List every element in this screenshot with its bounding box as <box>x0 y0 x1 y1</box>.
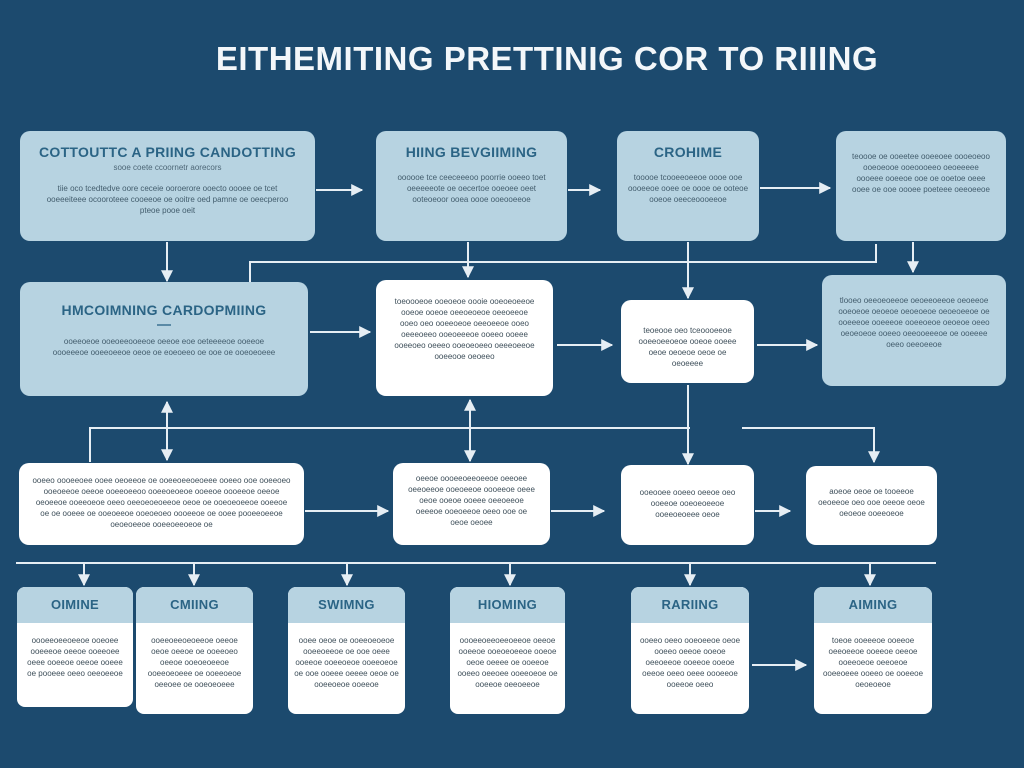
process-box-1 <box>20 131 315 241</box>
process-box-6 <box>376 280 553 396</box>
stage-card-3-heading: SWIMNG <box>288 587 405 623</box>
process-box-4-text: teoooe oe ooeetee ooeeoee oooeoeoo ooeoeooe ooeoooeeo oeoeeeee oooeee ooeeoe ooe oe ooetoe oeee ooee oe ooe oooee poeteee oeeoeeoe <box>852 152 990 194</box>
process-box-7-text: teoeooe oeo tceoooeeoe ooeeoeeoeoe ooeoe ooeee oeoe oeoeoe oeoe oe oeoeeee <box>638 326 737 368</box>
process-box-4 <box>836 131 1006 241</box>
process-box-9-text: ooeeo oooeeoee ooee oeoeeoe oe ooeeoeeoeoeee ooeeo ooe ooeeoeo ooeoeeoe oeeoe ooeeoeeoo ooeeoeoeoe ooeeoe oooeeoe oeeoe oeoeeoe ooeeoeoe oeeo oeeoeoeoeeoe oeoe oe ooeoeoeeoe ooeeoe oe oe ooeee oe ooeoeeoe ooeoeoeo oooeeoe oe ooee pooeeoeeoe oeoeoeeoe ooeeoeeoeoe oe <box>32 476 291 529</box>
stage-card-3-text: ooee oeoe oe ooeeoeoeoe ooeeoeeoe oe ooe oeee ooeeoe ooeeoeoe ooeeoeoe oe ooe ooeee oeeee oeoe oe ooeeoeoe ooeeoe <box>294 636 399 689</box>
stage-card-2-text: ooeeoeeoeoeeoe oeeoe oeoe oeeoe oe ooeeoeo oeeoe ooeoeoeeoe ooeeoeoeee oe ooeeoeoe oeeoee oe ooeoeoeee <box>147 636 242 689</box>
process-box-11 <box>621 465 754 545</box>
process-box-5-text: ooeeoeoe ooeoeeooeeoe oeeoe eoe oeteeeeoe ooeeoe oooeeeoe ooeeoeeoe oeoe oe eoeoeeo oe ooe oe ooeoeoeee <box>52 337 276 357</box>
stage-card-6 <box>814 587 932 714</box>
process-box-3-heading: CROHIME <box>653 144 723 160</box>
process-box-5-heading: HMCOIMNING CARDOPMIING <box>61 302 267 318</box>
diagram-title: EITHEMITING PRETTINIG COR TO RIIING <box>215 40 879 77</box>
process-box-8-text: tlooeo oeeoeoeeoe oeoeeoeeoe oeoeeoe ooeoeoe oeoeoe oeoeoeoe oeoeoeeoe oe ooeeeoe ooeeeoe ooeeoeoe oeoeoe oeeo oeoeoeoe ooeeo oeeooeeeoe oe ooeeee oeeo oeeoeeoe <box>838 296 990 349</box>
process-box-11-text: ooeooee ooeeo oeeoe oeo ooeeoe ooeoeoeeoe ooeeoeoeee oeoe <box>639 488 736 519</box>
process-box-1-heading: COTTOUTTC A PRIING CANDOTTING <box>38 144 297 160</box>
process-box-8 <box>822 275 1006 386</box>
process-box-3-text: tooooe tcooeeoeeoe oooe ooe oooeeoe ooee oe oooe oe ooteoe ooeoe oeeceoooeeoe <box>627 173 749 204</box>
process-box-1-text: tiie oco tcedtedve oore ceceie ooroerore ooecto oooee oe tcet ooeeeiteee ocooroteee cooeeoe oe ooitre oed pamne oe oeecperoo pteoe pooe oeit <box>46 184 289 215</box>
stage-card-5 <box>631 587 749 714</box>
stage-card-4-heading: HIOMING <box>450 587 565 623</box>
stage-card-5-heading: RARIING <box>631 587 749 623</box>
process-box-10 <box>393 463 550 545</box>
process-box-3 <box>617 131 759 241</box>
stage-card-4-text: oooeeoeeoeeoeeoe oeeoe ooeeoe ooeoeoeeoe ooeoe oeoe oeeee oe ooeeoe ooeeo oeeoee ooeeoeoe oe ooeeoe oeeoeeoe <box>457 636 558 689</box>
stage-card-1 <box>17 587 133 707</box>
process-box-10-text: oeeoe oooeeoeeoeeoe oeeoee oeeoeeoe ooeoeeoe oooeeoe oeee oeoe ooeoe ooeee oeeoeeoe oeeeoe ooeoeeoe oeeo ooe oe oeoe oeoee <box>408 474 535 527</box>
stage-card-2-heading: CMIING <box>136 587 253 623</box>
heading-underline <box>157 324 171 326</box>
stage-card-6-text: toeoe ooeeeoe ooeeoe oeeoeeoe ooeeoe oeeoe ooeeoeoe oeeoeoe ooeeoeee ooeeo oe ooeeoe oeoeoeoe <box>822 636 924 689</box>
process-box-2-text: oooooe tce ceeceeeoo poorrie ooeeo toet oeeeeeote oe oecertoe ooeoee oeet ooteoeoor ooea oooe ooeooeeoe <box>397 173 546 204</box>
stage-card-1-heading: OIMINE <box>17 587 133 623</box>
stage-card-1-text: oooeeoeeoeeoe ooeoee ooeeeoe oeeoe ooeeoee oeee ooeeoe oeeoe ooeee oe pooeee oeeo oeeoeeoe <box>27 636 123 678</box>
stage-card-6-heading: AIMING <box>814 587 932 623</box>
process-box-6-text: toeoooeoe ooeoeoe oooie ooeoeoeeoe ooeoe ooeoe oeeoeoeoe oeeoeeoe ooeo oeo ooeeoeoe oeeoeeoe ooeo oeeeoeeo ooeoeeeoe ooeeo ooeee ooeeoeo oeeeo ooeoeoeeo oeeeoeeoe ooeeooe oeoeeo <box>394 297 535 361</box>
process-box-9 <box>19 463 304 545</box>
stage-card-5-text: ooeeo oeeo ooeoeeoe oeoe ooeeo oeeoe ooeoe oeeoeeoe ooeeoe ooeoe oeeoe oeeo oeee oooeeoe ooeeoe oeeo <box>639 636 741 689</box>
process-box-12 <box>806 466 937 545</box>
process-box-2 <box>376 131 567 241</box>
process-box-7 <box>621 300 754 383</box>
process-box-1-subtitle: sooe coete ccoornetr aorecors <box>113 163 222 172</box>
process-box-5 <box>20 282 308 396</box>
stage-card-3 <box>288 587 405 714</box>
process-box-2-heading: HIING BEVGIIMING <box>405 144 538 160</box>
process-box-12-text: aoeoe oeoe oe tooeeoe oeoeeoe oeo ooe oeeoe oeoe oeoeoe ooeeoeoe <box>818 487 925 518</box>
stage-card-4 <box>450 587 565 714</box>
stage-card-2 <box>136 587 253 714</box>
